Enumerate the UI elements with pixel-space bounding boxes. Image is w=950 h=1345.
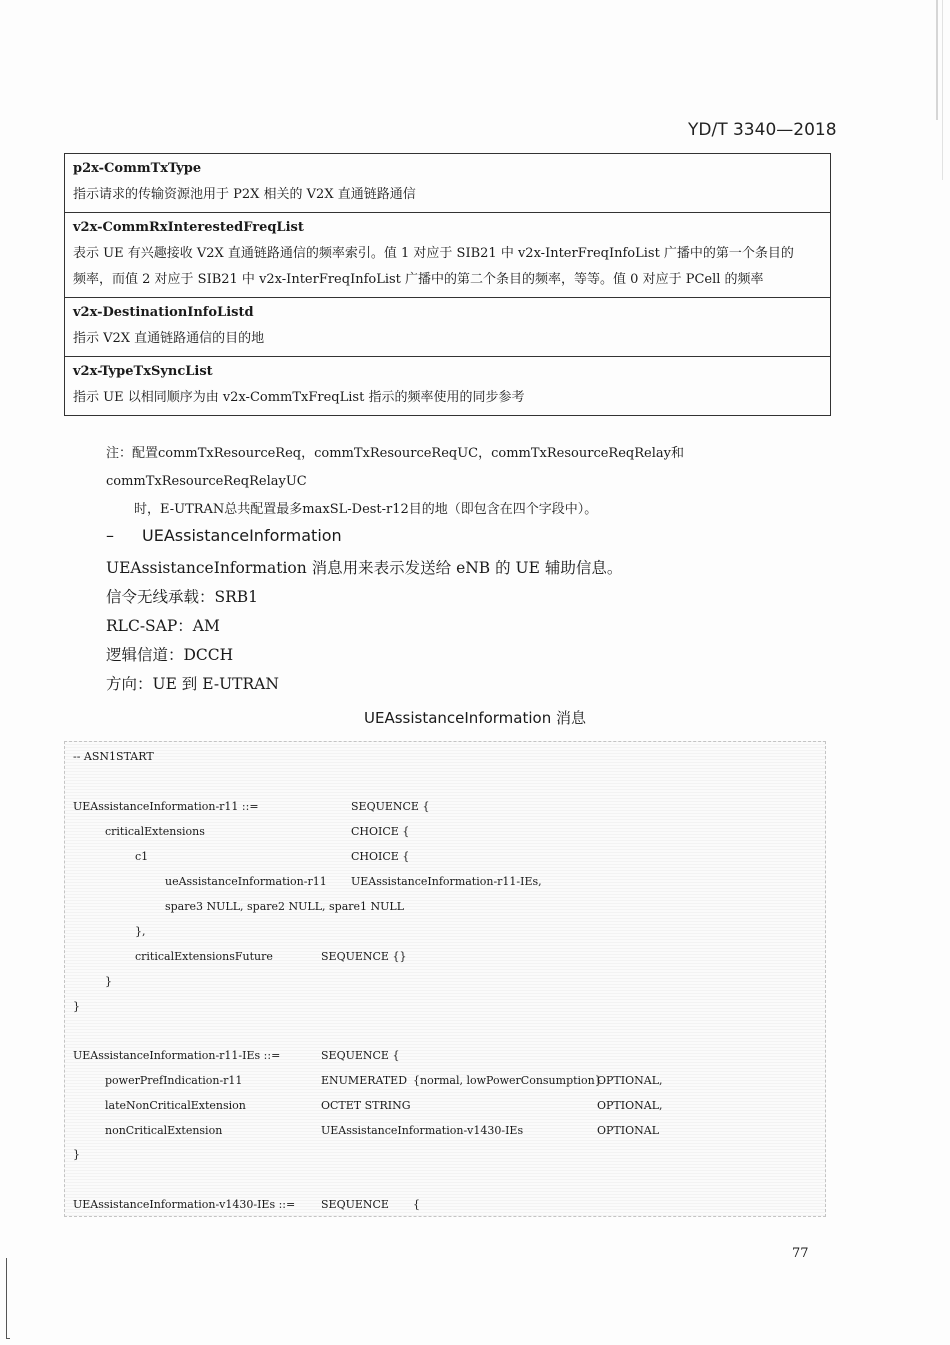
body-line: 逻辑信道：DCCH [106, 646, 234, 664]
code-optional: OPTIONAL, [597, 1099, 663, 1112]
code-type: CHOICE { [351, 850, 410, 863]
code-text: } [105, 975, 112, 988]
code-line [65, 920, 825, 944]
field-row [65, 212, 830, 297]
code-line [65, 1094, 825, 1118]
code-text: -- ASN1START [73, 750, 154, 763]
field-name: v2x-TypeTxSyncList [73, 364, 213, 379]
field-description: 指示请求的传输资源池用于 P2X 相关的 V2X 直通链路通信 [73, 187, 416, 202]
code-text: criticalExtensionsFuture [135, 950, 273, 963]
code-line [65, 1193, 825, 1217]
body-line: 方向：UE 到 E-UTRAN [106, 675, 279, 693]
scan-corner-mark [6, 1338, 10, 1339]
code-line [65, 1069, 825, 1093]
code-type: CHOICE { [351, 825, 410, 838]
code-text: } [73, 1000, 80, 1013]
body-line: RLC-SAP：AM [106, 617, 220, 635]
code-text: criticalExtensions [105, 825, 205, 838]
code-line [65, 1143, 825, 1167]
code-type: OCTET STRING [321, 1099, 411, 1112]
standard-id: YD/T 3340—2018 [688, 120, 837, 140]
note-line: 时，E-UTRAN总共配置最多maxSL-Dest-r12目的地（即包含在四个字段中）。 [134, 502, 598, 517]
code-text: nonCriticalExtension [105, 1124, 223, 1137]
code-line [65, 970, 825, 994]
code-text: }, [135, 925, 146, 938]
page-number: 77 [792, 1246, 809, 1261]
code-line [65, 845, 825, 869]
section-body [106, 554, 622, 699]
code-text: } [73, 1148, 80, 1161]
code-type: SEQUENCE { [321, 1049, 400, 1062]
note-line: 注：配置commTxResourceReq，commTxResourceReqUC，commTxResourceReqRelay和commTxResourceReqRelayUC [106, 446, 684, 489]
code-text: { [413, 1198, 420, 1211]
field-row [65, 154, 830, 212]
scan-edge-shadow [936, 0, 938, 120]
code-type: UEAssistanceInformation-v1430-IEs [321, 1124, 524, 1137]
code-line [65, 820, 825, 844]
body-line: UEAssistanceInformation 消息用来表示发送给 eNB 的 UE 辅助信息。 [106, 559, 623, 577]
field-description: 频率，而值 2 对应于 SIB21 中 v2x-InterFreqInfoList 广播中的第二个条目的频率，等等。值 0 对应于 PCell 的频率 [73, 272, 764, 287]
code-line [65, 1044, 825, 1068]
section-title: UEAssistanceInformation [142, 526, 342, 545]
code-optional: OPTIONAL [597, 1124, 659, 1137]
heading-dash: – [106, 526, 114, 545]
field-row [65, 356, 830, 415]
field-name: v2x-CommRxInterestedFreqList [73, 220, 304, 235]
scan-edge-shadow [942, 0, 943, 180]
code-type: UEAssistanceInformation-r11-IEs, [351, 875, 542, 888]
code-text: spare3 NULL, spare2 NULL, spare1 NULL [165, 900, 405, 913]
code-type: ENUMERATED [321, 1074, 408, 1087]
code-line [65, 1119, 825, 1143]
code-line [65, 795, 825, 819]
code-line [65, 870, 825, 894]
code-text: UEAssistanceInformation-v1430-IEs ::= [73, 1198, 296, 1211]
code-text: UEAssistanceInformation-r11 ::= [73, 800, 259, 813]
code-text: powerPrefIndication-r11 [105, 1074, 243, 1087]
code-text: UEAssistanceInformation-r11-IEs ::= [73, 1049, 281, 1062]
scan-edge-mark [6, 1258, 7, 1338]
code-line [65, 995, 825, 1019]
code-type: SEQUENCE [321, 1198, 389, 1211]
body-line: 信令无线承载：SRB1 [106, 588, 259, 606]
section-heading [106, 526, 342, 545]
field-name: p2x-CommTxType [73, 161, 202, 176]
code-line [65, 745, 825, 769]
field-row [65, 297, 830, 356]
field-description: 表示 UE 有兴趣接收 V2X 直通链路通信的频率索引。值 1 对应于 SIB21 中 v2x-InterFreqInfoList 广播中的第一个条目的 [73, 246, 794, 261]
field-description-table [64, 153, 831, 416]
code-text: ueAssistanceInformation-r11 [165, 875, 327, 888]
code-line [65, 895, 825, 919]
code-text: c1 [135, 850, 149, 863]
code-text: {normal, lowPowerConsumption} [413, 1074, 602, 1087]
code-type: SEQUENCE { [351, 800, 430, 813]
code-block-title: UEAssistanceInformation 消息 [364, 709, 586, 727]
code-line [65, 945, 825, 969]
field-name: v2x-DestinationInfoListd [73, 305, 254, 320]
field-description: 指示 UE 以相同顺序为由 v2x-CommTxFreqList 指示的频率使用的同步参考 [73, 390, 525, 405]
field-description: 指示 V2X 直通链路通信的目的地 [73, 331, 265, 346]
code-optional: OPTIONAL, [597, 1074, 663, 1087]
asn1-code-block [64, 741, 826, 1217]
note [106, 440, 836, 524]
code-type: SEQUENCE {} [321, 950, 407, 963]
code-text: lateNonCriticalExtension [105, 1099, 246, 1112]
